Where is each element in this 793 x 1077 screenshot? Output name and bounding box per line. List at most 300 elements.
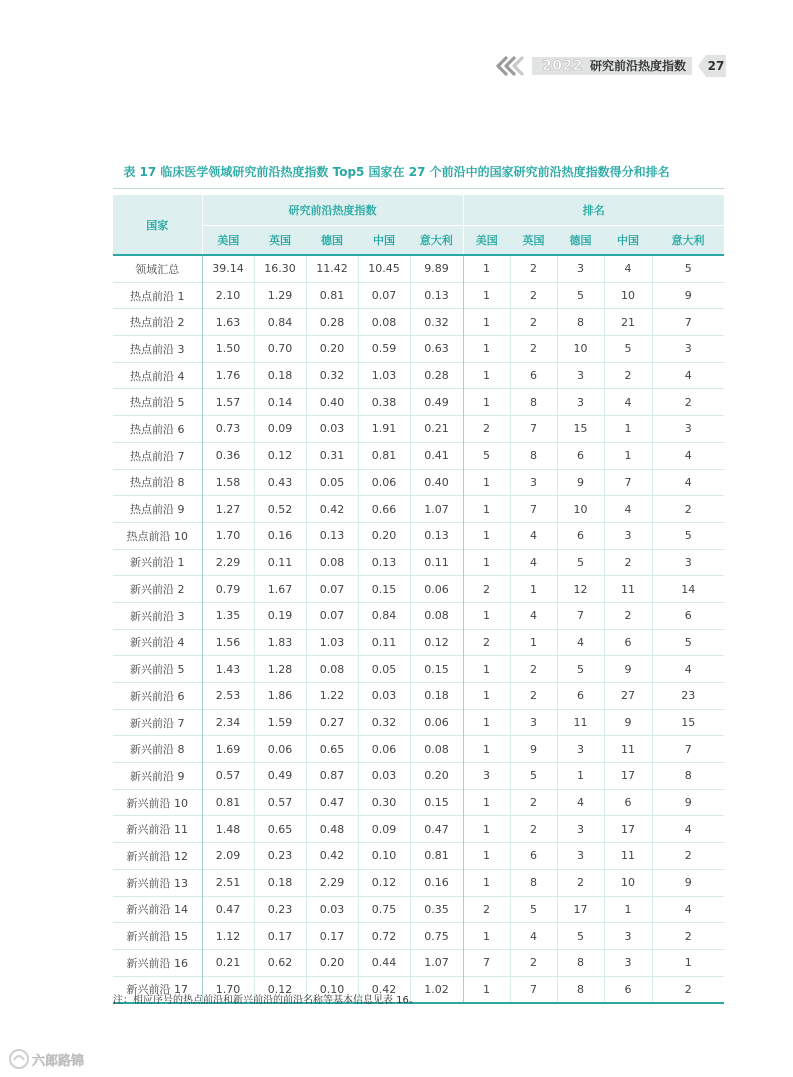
rank-cell: 1 xyxy=(604,416,652,443)
rank-cell: 11 xyxy=(557,709,604,736)
rank-cell: 8 xyxy=(510,389,557,416)
rank-cell: 3 xyxy=(557,389,604,416)
table-row xyxy=(113,602,724,629)
rank-cell: 3 xyxy=(557,255,604,282)
score-cell: 0.47 xyxy=(306,789,358,816)
rank-cell: 3 xyxy=(604,949,652,976)
rank-cell: 4 xyxy=(652,469,724,496)
double-chevron-left-icon xyxy=(494,56,528,76)
row-label: 热点前沿 7 xyxy=(113,442,202,469)
score-cell: 0.32 xyxy=(410,309,463,336)
rank-cell: 10 xyxy=(604,282,652,309)
row-label: 新兴前沿 17 xyxy=(113,976,202,1003)
rank-cell: 5 xyxy=(510,763,557,790)
score-cell: 0.07 xyxy=(306,602,358,629)
score-cell: 0.81 xyxy=(358,442,410,469)
row-label: 新兴前沿 1 xyxy=(113,549,202,576)
row-label: 新兴前沿 8 xyxy=(113,736,202,763)
rank-cell: 1 xyxy=(463,602,510,629)
score-cell: 0.03 xyxy=(358,763,410,790)
score-cell: 1.02 xyxy=(410,976,463,1003)
score-cell: 0.66 xyxy=(358,496,410,523)
score-cell: 0.23 xyxy=(254,843,306,870)
table-row xyxy=(113,629,724,656)
score-cell: 0.63 xyxy=(410,336,463,363)
page-header xyxy=(494,54,726,78)
score-cell: 0.47 xyxy=(410,816,463,843)
score-cell: 1.43 xyxy=(202,656,254,683)
score-cell: 0.62 xyxy=(254,949,306,976)
rank-cell: 2 xyxy=(510,949,557,976)
row-label: 热点前沿 8 xyxy=(113,469,202,496)
rank-cell: 5 xyxy=(604,336,652,363)
score-cell: 1.57 xyxy=(202,389,254,416)
score-cell: 0.79 xyxy=(202,576,254,603)
score-cell: 0.42 xyxy=(306,496,358,523)
score-cell: 0.81 xyxy=(306,282,358,309)
score-cell: 0.10 xyxy=(358,843,410,870)
score-cell: 1.03 xyxy=(306,629,358,656)
score-cell: 0.12 xyxy=(410,629,463,656)
rank-cell: 4 xyxy=(510,549,557,576)
rank-cell: 1 xyxy=(463,789,510,816)
score-cell: 0.41 xyxy=(410,442,463,469)
score-cell: 0.20 xyxy=(358,522,410,549)
score-cell: 0.21 xyxy=(202,949,254,976)
rank-cell: 2 xyxy=(510,336,557,363)
rank-cell: 17 xyxy=(604,763,652,790)
score-cell: 1.67 xyxy=(254,576,306,603)
rank-cell: 9 xyxy=(557,469,604,496)
rank-cell: 14 xyxy=(652,576,724,603)
header-year: 2022 xyxy=(542,58,583,74)
score-cell: 0.13 xyxy=(410,522,463,549)
table-row xyxy=(113,736,724,763)
table-row xyxy=(113,789,724,816)
rank-cell: 1 xyxy=(463,362,510,389)
rank-cell: 1 xyxy=(463,255,510,282)
rank-cell: 2 xyxy=(463,896,510,923)
score-cell: 0.05 xyxy=(358,656,410,683)
score-cell: 2.29 xyxy=(306,869,358,896)
score-cell: 1.22 xyxy=(306,683,358,710)
score-cell: 0.75 xyxy=(358,896,410,923)
rank-cell: 2 xyxy=(463,629,510,656)
rank-cell: 1 xyxy=(604,896,652,923)
table-row xyxy=(113,576,724,603)
score-cell: 0.18 xyxy=(254,869,306,896)
score-cell: 0.20 xyxy=(306,336,358,363)
rank-cell: 3 xyxy=(604,923,652,950)
rank-cell: 1 xyxy=(463,976,510,1003)
rank-cell: 4 xyxy=(652,816,724,843)
rank-column-header: 意大利 xyxy=(652,226,724,256)
rank-cell: 2 xyxy=(510,816,557,843)
rank-cell: 7 xyxy=(463,949,510,976)
score-cell: 11.42 xyxy=(306,255,358,282)
rank-cell: 3 xyxy=(557,736,604,763)
score-cell: 0.28 xyxy=(410,362,463,389)
title-rule xyxy=(113,188,724,189)
rank-cell: 1 xyxy=(463,522,510,549)
rank-cell: 3 xyxy=(557,843,604,870)
score-cell: 0.08 xyxy=(306,656,358,683)
rank-cell: 3 xyxy=(652,416,724,443)
score-cell: 0.30 xyxy=(358,789,410,816)
rank-cell: 4 xyxy=(652,656,724,683)
rank-cell: 4 xyxy=(604,389,652,416)
rank-cell: 7 xyxy=(510,976,557,1003)
row-label: 热点前沿 4 xyxy=(113,362,202,389)
score-cell: 0.28 xyxy=(306,309,358,336)
score-cell: 2.53 xyxy=(202,683,254,710)
rank-cell: 1 xyxy=(510,576,557,603)
rank-cell: 4 xyxy=(652,442,724,469)
rank-cell: 2 xyxy=(510,683,557,710)
score-cell: 0.08 xyxy=(306,549,358,576)
score-cell: 1.76 xyxy=(202,362,254,389)
table-body xyxy=(113,255,724,1003)
rank-cell: 1 xyxy=(463,816,510,843)
score-cell: 0.84 xyxy=(254,309,306,336)
score-cell: 1.03 xyxy=(358,362,410,389)
score-cell: 0.27 xyxy=(306,709,358,736)
row-label: 新兴前沿 7 xyxy=(113,709,202,736)
score-cell: 10.45 xyxy=(358,255,410,282)
score-column-header: 美国 xyxy=(202,226,254,256)
rank-cell: 2 xyxy=(604,362,652,389)
score-cell: 0.06 xyxy=(358,736,410,763)
rank-cell: 4 xyxy=(510,522,557,549)
rank-cell: 10 xyxy=(604,869,652,896)
score-cell: 0.47 xyxy=(202,896,254,923)
rank-cell: 10 xyxy=(557,496,604,523)
score-cell: 0.21 xyxy=(410,416,463,443)
rank-cell: 3 xyxy=(604,522,652,549)
score-cell: 0.20 xyxy=(410,763,463,790)
country-column-header: 国家 xyxy=(113,195,202,255)
score-cell: 1.69 xyxy=(202,736,254,763)
table-row xyxy=(113,896,724,923)
score-cell: 1.07 xyxy=(410,949,463,976)
score-cell: 0.12 xyxy=(358,869,410,896)
rank-cell: 2 xyxy=(510,309,557,336)
rank-cell: 7 xyxy=(557,602,604,629)
score-cell: 0.08 xyxy=(410,736,463,763)
rank-cell: 1 xyxy=(557,763,604,790)
score-column-header: 意大利 xyxy=(410,226,463,256)
rank-cell: 6 xyxy=(604,976,652,1003)
rank-cell: 2 xyxy=(510,255,557,282)
score-cell: 0.42 xyxy=(306,843,358,870)
rank-cell: 15 xyxy=(652,709,724,736)
table-row xyxy=(113,683,724,710)
rank-cell: 9 xyxy=(604,709,652,736)
page-number: 27 xyxy=(707,59,725,73)
score-cell: 0.07 xyxy=(306,576,358,603)
score-cell: 1.86 xyxy=(254,683,306,710)
score-cell: 0.13 xyxy=(410,282,463,309)
row-label: 热点前沿 1 xyxy=(113,282,202,309)
row-label: 领域汇总 xyxy=(113,255,202,282)
score-cell: 1.48 xyxy=(202,816,254,843)
rank-cell: 5 xyxy=(652,522,724,549)
score-cell: 0.65 xyxy=(254,816,306,843)
watermark xyxy=(8,1048,108,1070)
table-row xyxy=(113,923,724,950)
score-cell: 0.10 xyxy=(306,976,358,1003)
rank-cell: 6 xyxy=(652,602,724,629)
row-label: 新兴前沿 10 xyxy=(113,789,202,816)
rank-cell: 6 xyxy=(510,843,557,870)
score-cell: 0.17 xyxy=(306,923,358,950)
rank-cell: 2 xyxy=(510,789,557,816)
rank-cell: 1 xyxy=(604,442,652,469)
rank-cell: 2 xyxy=(463,416,510,443)
score-cell: 0.23 xyxy=(254,896,306,923)
rank-cell: 3 xyxy=(557,816,604,843)
table-row xyxy=(113,309,724,336)
score-cell: 0.16 xyxy=(410,869,463,896)
score-cell: 9.89 xyxy=(410,255,463,282)
score-cell: 0.09 xyxy=(254,416,306,443)
row-label: 新兴前沿 3 xyxy=(113,602,202,629)
score-cell: 0.75 xyxy=(410,923,463,950)
row-label: 热点前沿 9 xyxy=(113,496,202,523)
score-cell: 0.08 xyxy=(410,602,463,629)
rank-cell: 8 xyxy=(510,442,557,469)
score-cell: 0.40 xyxy=(410,469,463,496)
score-cell: 0.38 xyxy=(358,389,410,416)
table-row xyxy=(113,469,724,496)
rank-cell: 17 xyxy=(557,896,604,923)
rank-cell: 8 xyxy=(557,309,604,336)
score-cell: 0.57 xyxy=(202,763,254,790)
rank-cell: 1 xyxy=(463,309,510,336)
rank-cell: 2 xyxy=(510,282,557,309)
score-cell: 1.07 xyxy=(410,496,463,523)
table-row xyxy=(113,816,724,843)
score-cell: 0.87 xyxy=(306,763,358,790)
rank-cell: 3 xyxy=(510,469,557,496)
score-cell: 0.70 xyxy=(254,336,306,363)
score-cell: 0.06 xyxy=(358,469,410,496)
rank-cell: 6 xyxy=(604,629,652,656)
score-cell: 0.13 xyxy=(306,522,358,549)
score-cell: 0.73 xyxy=(202,416,254,443)
rank-cell: 1 xyxy=(463,923,510,950)
rank-cell: 9 xyxy=(652,789,724,816)
score-cell: 0.18 xyxy=(254,362,306,389)
score-cell: 1.35 xyxy=(202,602,254,629)
rank-cell: 6 xyxy=(510,362,557,389)
table-row xyxy=(113,869,724,896)
rank-cell: 12 xyxy=(557,576,604,603)
table-row xyxy=(113,416,724,443)
score-cell: 0.57 xyxy=(254,789,306,816)
rank-cell: 4 xyxy=(652,896,724,923)
score-cell: 0.42 xyxy=(358,976,410,1003)
score-cell: 0.15 xyxy=(358,576,410,603)
score-cell: 0.15 xyxy=(410,656,463,683)
rank-cell: 9 xyxy=(652,282,724,309)
score-cell: 1.59 xyxy=(254,709,306,736)
rank-cell: 11 xyxy=(604,736,652,763)
score-cell: 0.32 xyxy=(306,362,358,389)
row-label: 新兴前沿 9 xyxy=(113,763,202,790)
table-title: 表 17 临床医学领域研究前沿热度指数 Top5 国家在 27 个前沿中的国家研究前沿热度指数得分和排名 xyxy=(123,165,670,179)
rank-cell: 4 xyxy=(604,496,652,523)
row-label: 热点前沿 2 xyxy=(113,309,202,336)
rank-cell: 7 xyxy=(604,469,652,496)
rank-cell: 2 xyxy=(652,923,724,950)
score-cell: 1.63 xyxy=(202,309,254,336)
rank-cell: 1 xyxy=(652,949,724,976)
rank-cell: 3 xyxy=(463,763,510,790)
rank-cell: 11 xyxy=(604,843,652,870)
table-row xyxy=(113,336,724,363)
score-cell: 0.20 xyxy=(306,949,358,976)
row-label: 热点前沿 5 xyxy=(113,389,202,416)
table-row xyxy=(113,282,724,309)
score-cell: 2.34 xyxy=(202,709,254,736)
score-cell: 0.19 xyxy=(254,602,306,629)
table-row xyxy=(113,949,724,976)
score-cell: 16.30 xyxy=(254,255,306,282)
watermark-logo-icon xyxy=(8,1048,30,1070)
score-cell: 0.06 xyxy=(410,709,463,736)
table-row xyxy=(113,389,724,416)
score-cell: 1.58 xyxy=(202,469,254,496)
table-row xyxy=(113,496,724,523)
score-cell: 0.18 xyxy=(410,683,463,710)
rank-cell: 1 xyxy=(463,736,510,763)
rank-cell: 4 xyxy=(604,255,652,282)
data-table xyxy=(113,195,724,1004)
score-cell: 0.12 xyxy=(254,442,306,469)
score-cell: 39.14 xyxy=(202,255,254,282)
rank-cell: 1 xyxy=(463,469,510,496)
rank-cell: 11 xyxy=(604,576,652,603)
score-cell: 0.09 xyxy=(358,816,410,843)
table-row xyxy=(113,709,724,736)
rank-cell: 6 xyxy=(557,522,604,549)
header-title: 研究前沿热度指数 xyxy=(590,59,687,73)
score-cell: 0.11 xyxy=(358,629,410,656)
rank-cell: 7 xyxy=(652,309,724,336)
score-cell: 0.07 xyxy=(358,282,410,309)
score-cell: 1.70 xyxy=(202,522,254,549)
rank-cell: 1 xyxy=(463,336,510,363)
rank-cell: 1 xyxy=(463,656,510,683)
rank-cell: 2 xyxy=(652,496,724,523)
score-cell: 2.10 xyxy=(202,282,254,309)
rank-cell: 2 xyxy=(652,976,724,1003)
rank-cell: 8 xyxy=(557,949,604,976)
score-group-header: 研究前沿热度指数 xyxy=(202,195,463,226)
score-cell: 1.28 xyxy=(254,656,306,683)
score-cell: 0.16 xyxy=(254,522,306,549)
score-cell: 0.48 xyxy=(306,816,358,843)
score-cell: 0.03 xyxy=(306,896,358,923)
score-cell: 1.29 xyxy=(254,282,306,309)
rank-cell: 8 xyxy=(652,763,724,790)
rank-cell: 10 xyxy=(557,336,604,363)
score-cell: 0.14 xyxy=(254,389,306,416)
row-label: 热点前沿 3 xyxy=(113,336,202,363)
score-cell: 0.65 xyxy=(306,736,358,763)
rank-column-header: 英国 xyxy=(510,226,557,256)
rank-cell: 3 xyxy=(652,336,724,363)
rank-cell: 1 xyxy=(463,496,510,523)
row-label: 新兴前沿 13 xyxy=(113,869,202,896)
score-cell: 1.50 xyxy=(202,336,254,363)
rank-cell: 2 xyxy=(604,549,652,576)
rank-cell: 3 xyxy=(557,362,604,389)
rank-cell: 2 xyxy=(463,576,510,603)
rank-cell: 4 xyxy=(510,923,557,950)
score-cell: 0.31 xyxy=(306,442,358,469)
row-label: 新兴前沿 6 xyxy=(113,683,202,710)
rank-cell: 2 xyxy=(604,602,652,629)
page-number-badge xyxy=(698,55,726,77)
score-cell: 0.44 xyxy=(358,949,410,976)
rank-cell: 5 xyxy=(557,549,604,576)
rank-cell: 1 xyxy=(463,843,510,870)
score-cell: 2.29 xyxy=(202,549,254,576)
score-cell: 0.59 xyxy=(358,336,410,363)
score-cell: 0.03 xyxy=(306,416,358,443)
rank-cell: 15 xyxy=(557,416,604,443)
row-label: 新兴前沿 2 xyxy=(113,576,202,603)
score-cell: 0.06 xyxy=(254,736,306,763)
rank-cell: 1 xyxy=(463,549,510,576)
row-label: 热点前沿 10 xyxy=(113,522,202,549)
rank-cell: 7 xyxy=(652,736,724,763)
rank-cell: 5 xyxy=(463,442,510,469)
rank-cell: 21 xyxy=(604,309,652,336)
rank-cell: 9 xyxy=(510,736,557,763)
score-cell: 0.81 xyxy=(410,843,463,870)
score-cell: 0.08 xyxy=(358,309,410,336)
rank-cell: 4 xyxy=(510,602,557,629)
rank-cell: 8 xyxy=(510,869,557,896)
rank-cell: 3 xyxy=(510,709,557,736)
row-label: 热点前沿 6 xyxy=(113,416,202,443)
row-label: 新兴前沿 5 xyxy=(113,656,202,683)
score-column-header: 德国 xyxy=(306,226,358,256)
rank-cell: 27 xyxy=(604,683,652,710)
table-row xyxy=(113,522,724,549)
score-cell: 0.43 xyxy=(254,469,306,496)
table-row xyxy=(113,843,724,870)
score-cell: 0.05 xyxy=(306,469,358,496)
rank-cell: 2 xyxy=(557,869,604,896)
score-cell: 0.49 xyxy=(410,389,463,416)
score-cell: 0.03 xyxy=(358,683,410,710)
table-row xyxy=(113,549,724,576)
score-cell: 0.49 xyxy=(254,763,306,790)
score-cell: 0.35 xyxy=(410,896,463,923)
score-cell: 0.11 xyxy=(410,549,463,576)
score-cell: 0.17 xyxy=(254,923,306,950)
score-cell: 0.84 xyxy=(358,602,410,629)
rank-cell: 5 xyxy=(557,656,604,683)
rank-cell: 6 xyxy=(557,683,604,710)
rank-cell: 17 xyxy=(604,816,652,843)
table-row xyxy=(113,763,724,790)
row-label: 新兴前沿 14 xyxy=(113,896,202,923)
